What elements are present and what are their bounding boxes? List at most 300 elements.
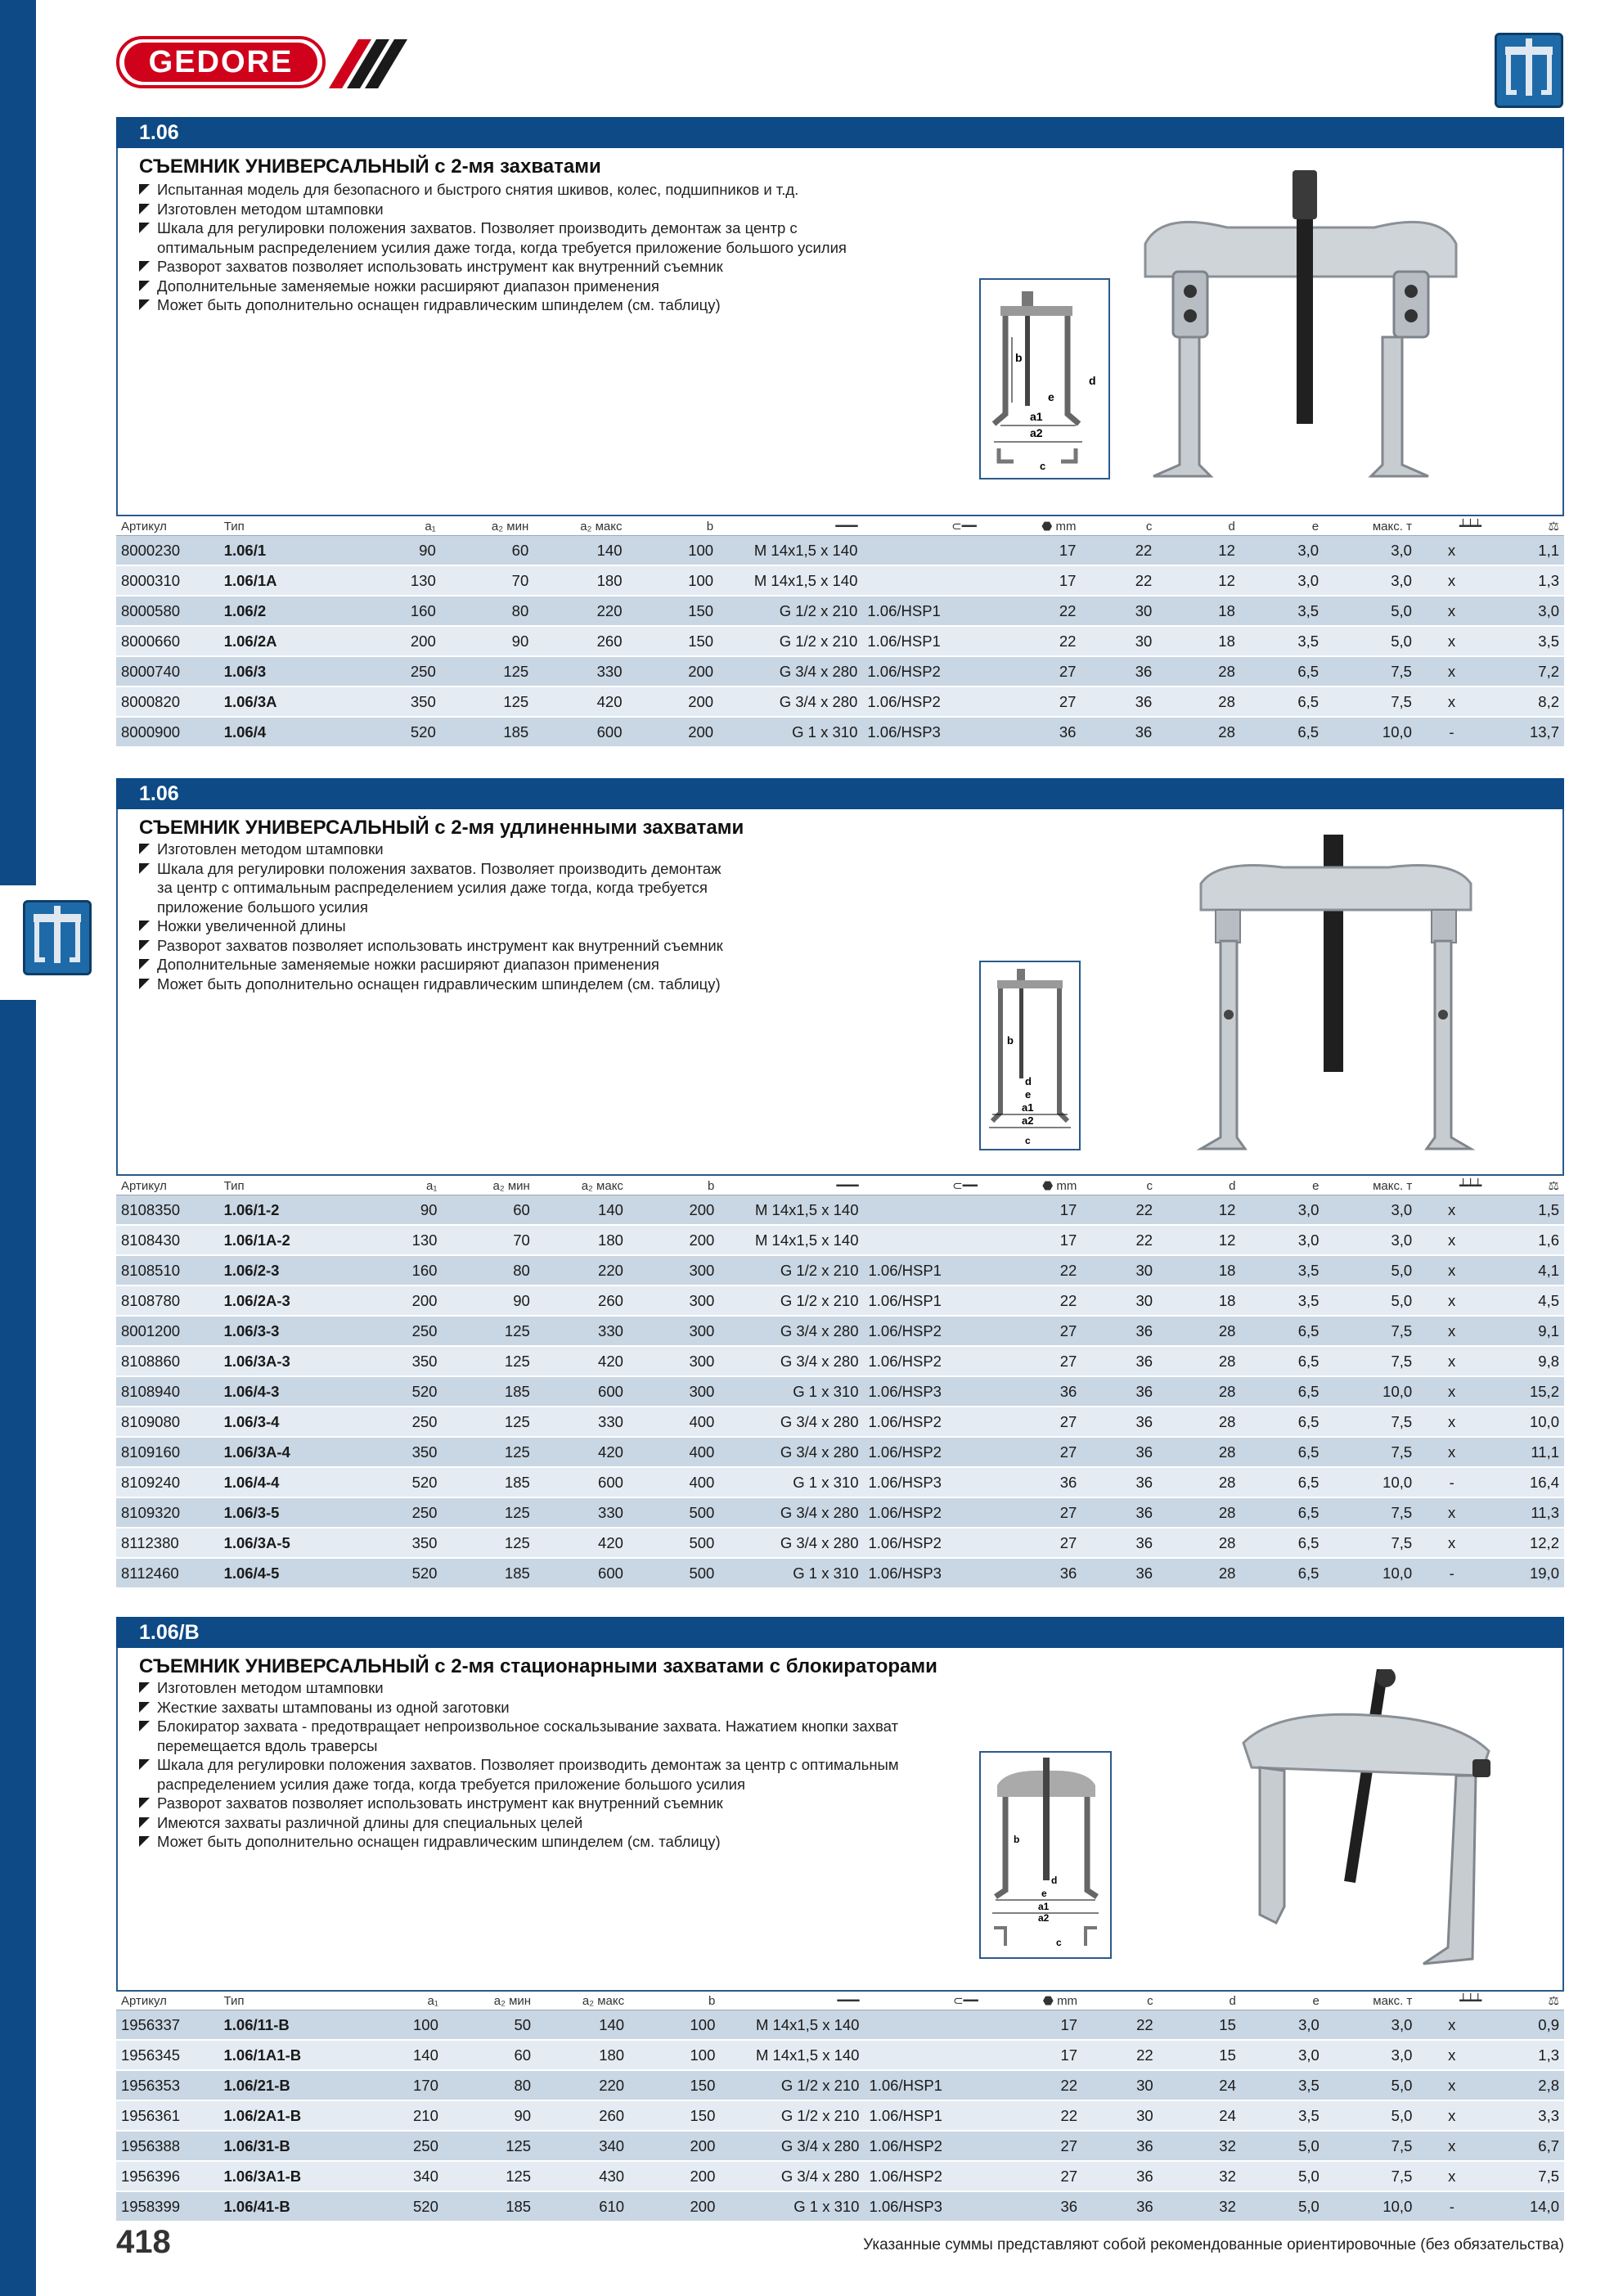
bullet: Испытанная модель для безопасного и быстрого снятия шкивов, колес, подшипников и т.д. bbox=[137, 180, 874, 200]
table-cell: 36 bbox=[1081, 1467, 1158, 1497]
table-cell: 6,5 bbox=[1240, 1467, 1324, 1497]
table-cell: 7,2 bbox=[1486, 656, 1564, 687]
table-cell: 8109080 bbox=[116, 1407, 219, 1437]
table-row bbox=[116, 1467, 1564, 1497]
table-cell: 4,5 bbox=[1486, 1285, 1564, 1316]
table-cell: 1.06/HSP1 bbox=[862, 626, 981, 656]
table-cell: 27 bbox=[983, 2131, 1082, 2161]
table-cell: 15,2 bbox=[1486, 1376, 1564, 1407]
table-row bbox=[116, 1558, 1564, 1588]
col-a2min: a₂ мин bbox=[441, 517, 533, 536]
table-cell: 250 bbox=[351, 1497, 442, 1528]
table-cell: 15 bbox=[1158, 2040, 1241, 2070]
table-cell: 27 bbox=[982, 687, 1081, 717]
bullet: Ножки увеличенной длины bbox=[137, 916, 874, 936]
brand-name: GEDORE bbox=[124, 43, 317, 82]
table-cell: 10,0 bbox=[1324, 1558, 1417, 1588]
bullet: Может быть дополнительно оснащен гидравлическим шпинделем (см. таблицу) bbox=[137, 975, 874, 994]
svg-text:d: d bbox=[1051, 1875, 1058, 1886]
table-cell: 28 bbox=[1157, 687, 1240, 717]
table-cell: 28 bbox=[1158, 1346, 1240, 1376]
table-cell: 1.06/1A bbox=[219, 565, 349, 596]
table-cell: 350 bbox=[349, 687, 441, 717]
section-3-product-photo bbox=[1227, 1669, 1505, 1972]
col-e: e bbox=[1240, 517, 1324, 536]
table-cell: 18 bbox=[1157, 626, 1240, 656]
table-cell: 200 bbox=[628, 1225, 719, 1255]
table-cell bbox=[864, 2010, 982, 2041]
table-cell: 1.06/3A-4 bbox=[219, 1437, 351, 1467]
table-cell: 22 bbox=[982, 1285, 1082, 1316]
table-cell: 8000660 bbox=[116, 626, 219, 656]
table-cell: 185 bbox=[443, 2191, 536, 2222]
svg-text:b: b bbox=[1014, 1834, 1020, 1845]
col-hydraulic-icon: ⊂━━ bbox=[862, 517, 981, 536]
table-cell: 1,3 bbox=[1486, 565, 1564, 596]
table-cell: 5,0 bbox=[1324, 1255, 1417, 1285]
table-cell bbox=[862, 536, 981, 566]
table-cell: M 14x1,5 x 140 bbox=[720, 2010, 864, 2041]
table-cell: 7,5 bbox=[1324, 1346, 1417, 1376]
bullet: Имеются захваты различной длины для специальных целей bbox=[137, 1813, 923, 1833]
bullet: Блокиратор захвата - предотвращает непроизвольное соскальзывание захвата. Нажатием кнопки захват перемещается вдоль траверсы bbox=[137, 1717, 923, 1755]
table-cell: 7,5 bbox=[1324, 2161, 1418, 2191]
section-2-spec-table: Артикул Тип a₁ a₂ мин a₂ макс b ━━━ ⊂━━ ⬣ mm c d e макс. т ┷┷┷ ⚖ 8108350 1.06/1-2 90 60 140 200 M 14x1,5 x 140 17 22 12 3,0 3,0 x 1,5 8108430 1.06/1A-2 130 70 180 200 M 14x1,5 x 140 17 22 12 3,0 3,0 x 1,6 8108510 1.06/2-3 160 80 220 300 G 1/2 x 210 1.06/HSP1 22 30 18 3,5 5,0 x 4,1 8108780 1.06/2A-3 200 90 260 300 G 1/2 x 210 1.06/HSP1 22 30 18 3,5 5,0 x 4,5 8001200 1.06/3-3 250 125 330 300 G 3/4 x 280 1.06/HSP2 27 36 28 6,5 7,5 x 9,1 8108860 1.06/3A-3 350 125 420 300 G 3/4 x 280 1.06/HSP2 27 36 28 6,5 7,5 x 9,8 8108940 1.06/4-3 520 185 600 300 G 1 x 310 1.06/HSP3 36 36 28 6,5 10,0 x 15,2 8109080 1.06/3-4 250 125 330 400 G 3/4 x 280 1.06/HSP2 27 36 28 6,5 7,5 x 10,0 8109160 1.06/3A-4 350 125 420 400 G 3/4 x 280 1.06/HSP2 27 36 28 6,5 7,5 x 11,1 8109240 1.06/4-4 520 185 600 400 G 1 x 310 1.06/HSP3 36 36 28 6,5 10,0 - 16,4 8109320 1.06/3-5 250 125 330 500 G 3/4 x 280 1.06/HSP2 27 36 28 6,5 7,5 x 11,3 8112380 1.06/3A-5 350 125 420 500 G 3/4 x 280 1.06/HSP2 27 36 28 6,5 7,5 x 12,2 8112460 1.06/4-5 520 185 600 500 G 1 x 310 1.06/HSP3 36 36 28 6,5 10,0 - 19,0 bbox=[116, 1177, 1564, 1589]
table-cell: 1.06/3-4 bbox=[219, 1407, 351, 1437]
table-cell: 27 bbox=[982, 1346, 1082, 1376]
table-cell: 340 bbox=[353, 2161, 443, 2191]
col-type: Тип bbox=[219, 517, 349, 536]
table-cell: 300 bbox=[628, 1285, 719, 1316]
table-cell: G 1/2 x 210 bbox=[718, 596, 862, 626]
table-cell: x bbox=[1417, 2040, 1486, 2070]
table-cell: 300 bbox=[628, 1376, 719, 1407]
section-2-dimension-diagram bbox=[979, 961, 1081, 1150]
table-cell: 6,5 bbox=[1240, 1497, 1324, 1528]
table-cell: x bbox=[1417, 2100, 1486, 2131]
table-cell: 28 bbox=[1158, 1467, 1240, 1497]
table-cell: 7,5 bbox=[1486, 2161, 1564, 2191]
table-cell: 600 bbox=[533, 717, 627, 747]
table-cell: 140 bbox=[353, 2040, 443, 2070]
table-cell: 5,0 bbox=[1241, 2161, 1324, 2191]
table-cell: 220 bbox=[535, 1255, 628, 1285]
col-b: b bbox=[627, 517, 719, 536]
table-cell: - bbox=[1417, 1558, 1486, 1588]
table-cell: 4,1 bbox=[1486, 1255, 1564, 1285]
table-cell: 22 bbox=[1081, 1225, 1158, 1255]
table-cell: 6,5 bbox=[1240, 1316, 1324, 1346]
label-a1: a1 bbox=[1030, 410, 1043, 423]
table-cell: 17 bbox=[983, 2010, 1082, 2041]
table-cell: 1958399 bbox=[116, 2191, 218, 2222]
table-cell: 30 bbox=[1081, 626, 1157, 656]
table-cell: 600 bbox=[535, 1376, 628, 1407]
table-cell: 5,0 bbox=[1324, 1285, 1417, 1316]
table-cell: 125 bbox=[441, 687, 533, 717]
table-cell: 7,5 bbox=[1324, 1407, 1417, 1437]
table-cell: 3,0 bbox=[1486, 596, 1564, 626]
table-cell: 8108430 bbox=[116, 1225, 219, 1255]
table-cell: 5,0 bbox=[1324, 596, 1417, 626]
table-cell: 70 bbox=[441, 565, 533, 596]
table-cell: 125 bbox=[443, 2131, 536, 2161]
table-cell: 1.06/2 bbox=[219, 596, 349, 626]
table-cell: 400 bbox=[628, 1437, 719, 1467]
table-cell: 36 bbox=[982, 1467, 1082, 1497]
table-cell: 11,1 bbox=[1486, 1437, 1564, 1467]
table-cell: 12 bbox=[1158, 1195, 1240, 1226]
table-cell: 30 bbox=[1081, 1255, 1158, 1285]
table-cell: 22 bbox=[1081, 1195, 1158, 1226]
table-cell: x bbox=[1417, 2070, 1486, 2100]
table-cell: x bbox=[1417, 1346, 1486, 1376]
col-d: d bbox=[1157, 517, 1240, 536]
table-cell: 60 bbox=[441, 536, 533, 566]
table-cell: 520 bbox=[353, 2191, 443, 2222]
table-cell: 1.06/3-3 bbox=[219, 1316, 351, 1346]
table-cell: 17 bbox=[982, 1225, 1082, 1255]
footer-note: Указанные суммы представляют собой рекомендованные ориентировочные (без обязательства) bbox=[863, 2236, 1564, 2253]
table-cell: 6,5 bbox=[1240, 1376, 1324, 1407]
table-cell: 22 bbox=[1081, 536, 1157, 566]
table-cell: 30 bbox=[1082, 2070, 1158, 2100]
table-cell: 1956337 bbox=[116, 2010, 218, 2041]
table-cell: 3,0 bbox=[1324, 565, 1417, 596]
table-cell: 5,0 bbox=[1241, 2191, 1324, 2222]
table-cell: 80 bbox=[441, 596, 533, 626]
table-cell: 150 bbox=[629, 2070, 720, 2100]
table-cell: 8000740 bbox=[116, 656, 219, 687]
bullet: Разворот захватов позволяет использовать инструмент как внутренний съемник bbox=[137, 1794, 923, 1813]
svg-text:e: e bbox=[1041, 1888, 1047, 1899]
table-cell: 300 bbox=[628, 1346, 719, 1376]
table-cell: 80 bbox=[443, 2070, 536, 2100]
gedore-logo bbox=[116, 36, 326, 88]
table-cell: 36 bbox=[982, 717, 1081, 747]
table-cell: 125 bbox=[441, 656, 533, 687]
table-cell: 400 bbox=[628, 1407, 719, 1437]
table-cell: x bbox=[1417, 1528, 1486, 1558]
table-cell: 125 bbox=[442, 1346, 534, 1376]
table-cell: x bbox=[1417, 2161, 1486, 2191]
table-cell: 60 bbox=[442, 1195, 534, 1226]
table-cell: 100 bbox=[629, 2010, 720, 2041]
table-cell: 90 bbox=[351, 1195, 442, 1226]
table-cell: G 3/4 x 280 bbox=[719, 1497, 863, 1528]
table-cell: 18 bbox=[1158, 1255, 1240, 1285]
col-a2max: a₂ макс bbox=[533, 517, 627, 536]
table-row bbox=[116, 1285, 1564, 1316]
section-1-title: СЪЕМНИК УНИВЕРСАЛЬНЫЙ с 2-мя захватами bbox=[139, 155, 601, 178]
table-cell: 36 bbox=[1082, 2131, 1158, 2161]
table-cell: 36 bbox=[1081, 1316, 1158, 1346]
col-a1: a₁ bbox=[349, 517, 441, 536]
table-cell: 3,0 bbox=[1240, 1225, 1324, 1255]
table-cell: 17 bbox=[982, 536, 1081, 566]
table-cell: G 1 x 310 bbox=[719, 1467, 863, 1497]
table-cell: 1956388 bbox=[116, 2131, 218, 2161]
table-cell: 1.06/HSP1 bbox=[864, 2070, 982, 2100]
table-cell: 12,2 bbox=[1486, 1528, 1564, 1558]
table-cell: 3,0 bbox=[1240, 536, 1324, 566]
table-cell: M 14x1,5 x 140 bbox=[718, 536, 862, 566]
table-cell: 1.06/HSP3 bbox=[864, 1558, 982, 1588]
table-cell: 1.06/HSP2 bbox=[864, 1437, 982, 1467]
section-2-title: СЪЕМНИК УНИВЕРСАЛЬНЫЙ с 2-мя удлиненными захватами bbox=[139, 817, 744, 839]
table-cell: 8112460 bbox=[116, 1558, 219, 1588]
table-cell: 3,5 bbox=[1240, 596, 1324, 626]
logo-slashes-icon bbox=[329, 39, 411, 88]
table-cell: 330 bbox=[535, 1407, 628, 1437]
table-cell: 140 bbox=[533, 536, 627, 566]
table-row bbox=[116, 1407, 1564, 1437]
table-cell: 28 bbox=[1158, 1376, 1240, 1407]
table-cell: 1956361 bbox=[116, 2100, 218, 2131]
table-cell: 1.06/HSP1 bbox=[862, 596, 981, 626]
table-row bbox=[116, 596, 1564, 626]
table-cell: 8000580 bbox=[116, 596, 219, 626]
table-cell: 6,5 bbox=[1240, 1407, 1324, 1437]
table-cell: 90 bbox=[349, 536, 441, 566]
table-cell: 10,0 bbox=[1324, 1376, 1417, 1407]
table-cell: 1,1 bbox=[1486, 536, 1564, 566]
table-cell: x bbox=[1417, 687, 1486, 717]
table-cell: G 1/2 x 210 bbox=[720, 2070, 864, 2100]
section-2-product-photo bbox=[1185, 835, 1487, 1165]
table-row bbox=[116, 626, 1564, 656]
section-2-bullets bbox=[137, 840, 874, 993]
table-row bbox=[116, 717, 1564, 747]
table-cell: 36 bbox=[1081, 1558, 1158, 1588]
svg-text:a1: a1 bbox=[1038, 1901, 1050, 1912]
table-cell: 3,3 bbox=[1486, 2100, 1564, 2131]
table-cell: 250 bbox=[353, 2131, 443, 2161]
table-cell: 420 bbox=[535, 1528, 628, 1558]
table-cell: 3,5 bbox=[1240, 1255, 1324, 1285]
side-tab-bottom bbox=[0, 1000, 36, 2296]
table-cell: 22 bbox=[983, 2100, 1082, 2131]
table-cell: 185 bbox=[442, 1558, 534, 1588]
table-cell: 2,8 bbox=[1486, 2070, 1564, 2100]
table-cell: 125 bbox=[442, 1316, 534, 1346]
table-cell: 200 bbox=[627, 717, 719, 747]
table-cell: 30 bbox=[1081, 596, 1157, 626]
table-cell: 22 bbox=[982, 626, 1081, 656]
svg-text:a2: a2 bbox=[1038, 1912, 1050, 1924]
table-cell: G 3/4 x 280 bbox=[718, 687, 862, 717]
table-cell: 3,0 bbox=[1324, 536, 1417, 566]
table-cell: 1.06/3-5 bbox=[219, 1497, 351, 1528]
table-cell: 8000310 bbox=[116, 565, 219, 596]
table-cell: 1,5 bbox=[1486, 1195, 1564, 1226]
table-cell: 520 bbox=[351, 1558, 442, 1588]
table-cell: x bbox=[1417, 1225, 1486, 1255]
table-cell: 350 bbox=[351, 1437, 442, 1467]
table-cell: 330 bbox=[533, 656, 627, 687]
table-cell: 36 bbox=[1081, 1407, 1158, 1437]
col-scale-icon: ┷┷┷ bbox=[1417, 1992, 1486, 2010]
table-cell: 6,7 bbox=[1486, 2131, 1564, 2161]
table-cell: 520 bbox=[349, 717, 441, 747]
col-article: Артикул bbox=[116, 517, 219, 536]
bullet: Может быть дополнительно оснащен гидравлическим шпинделем (см. таблицу) bbox=[137, 1832, 923, 1852]
table-cell: 22 bbox=[982, 596, 1081, 626]
table-cell: 1.06/HSP1 bbox=[864, 1255, 982, 1285]
table-cell: 500 bbox=[628, 1558, 719, 1588]
table-cell: 125 bbox=[442, 1497, 534, 1528]
bullet: Может быть дополнительно оснащен гидравлическим шпинделем (см. таблицу) bbox=[137, 295, 874, 315]
table-cell: 36 bbox=[982, 1376, 1082, 1407]
table-cell: - bbox=[1417, 1467, 1486, 1497]
table-cell: 520 bbox=[351, 1376, 442, 1407]
col-hydraulic-icon: ⊂━━ bbox=[864, 1177, 982, 1195]
table-cell: 1.06/2A1-B bbox=[218, 2100, 352, 2131]
table-cell: 140 bbox=[536, 2010, 629, 2041]
svg-text:d: d bbox=[1025, 1075, 1032, 1087]
table-cell: 1.06/HSP2 bbox=[864, 1497, 982, 1528]
table-cell: 500 bbox=[628, 1497, 719, 1528]
table-cell bbox=[862, 565, 981, 596]
table-cell: x bbox=[1417, 656, 1486, 687]
table-cell: 7,5 bbox=[1324, 656, 1417, 687]
table-cell: 3,0 bbox=[1240, 1195, 1324, 1226]
table-row bbox=[116, 656, 1564, 687]
table-cell: 6,5 bbox=[1240, 1437, 1324, 1467]
table-cell: 210 bbox=[353, 2100, 443, 2131]
table-cell: 14,0 bbox=[1486, 2191, 1564, 2222]
table-cell: 1.06/3A1-B bbox=[218, 2161, 352, 2191]
table-cell: 1,6 bbox=[1486, 1225, 1564, 1255]
bullet: Изготовлен методом штамповки bbox=[137, 200, 874, 219]
table-cell: 7,5 bbox=[1324, 1437, 1417, 1467]
table-cell: x bbox=[1417, 1285, 1486, 1316]
table-row bbox=[116, 1316, 1564, 1346]
table-cell: G 1/2 x 210 bbox=[718, 626, 862, 656]
table-cell: G 3/4 x 280 bbox=[719, 1528, 863, 1558]
label-d: d bbox=[1089, 374, 1096, 387]
table-cell: 3,0 bbox=[1324, 2010, 1418, 2041]
svg-text:a2: a2 bbox=[1022, 1114, 1034, 1127]
table-cell: 36 bbox=[1081, 1528, 1158, 1558]
table-cell: 36 bbox=[1081, 1346, 1158, 1376]
bullet: Жесткие захваты штампованы из одной заготовки bbox=[137, 1698, 923, 1717]
table-cell: 6,5 bbox=[1240, 717, 1324, 747]
table-row bbox=[116, 2161, 1564, 2191]
table-cell: 3,5 bbox=[1241, 2100, 1324, 2131]
table-cell: G 1/2 x 210 bbox=[719, 1285, 863, 1316]
table-cell: 150 bbox=[627, 626, 719, 656]
table-cell: 36 bbox=[1082, 2191, 1158, 2222]
table-cell: 10,0 bbox=[1486, 1407, 1564, 1437]
table-cell: 610 bbox=[536, 2191, 629, 2222]
side-puller-icon bbox=[23, 900, 92, 975]
table-cell: 1.06/HSP3 bbox=[862, 717, 981, 747]
table-cell: 400 bbox=[628, 1467, 719, 1497]
col-mm: ⬣ mm bbox=[982, 517, 1081, 536]
table-cell: 420 bbox=[535, 1346, 628, 1376]
table-row bbox=[116, 2040, 1564, 2070]
table-cell: 500 bbox=[628, 1528, 719, 1558]
table-cell: G 3/4 x 280 bbox=[719, 1316, 863, 1346]
table-cell: 22 bbox=[982, 1255, 1082, 1285]
table-row bbox=[116, 687, 1564, 717]
table-row bbox=[116, 2070, 1564, 2100]
table-cell: 36 bbox=[1081, 1376, 1158, 1407]
table-cell: 330 bbox=[535, 1316, 628, 1346]
table-cell: 160 bbox=[349, 596, 441, 626]
table-cell: 28 bbox=[1157, 717, 1240, 747]
table-row bbox=[116, 2010, 1564, 2041]
table-cell: x bbox=[1417, 565, 1486, 596]
table-cell: G 3/4 x 280 bbox=[718, 656, 862, 687]
svg-text:c: c bbox=[1025, 1135, 1031, 1146]
col-weight-icon: ⚖ bbox=[1486, 1992, 1564, 2010]
table-cell: 200 bbox=[627, 687, 719, 717]
table-cell: 36 bbox=[983, 2191, 1082, 2222]
table-cell: 24 bbox=[1158, 2100, 1241, 2131]
table-cell: 260 bbox=[535, 1285, 628, 1316]
table-cell: 300 bbox=[628, 1255, 719, 1285]
table-cell: 0,9 bbox=[1486, 2010, 1564, 2041]
table-cell: 17 bbox=[983, 2040, 1082, 2070]
table-cell: 1.06/2-3 bbox=[219, 1255, 351, 1285]
table-cell: 150 bbox=[627, 596, 719, 626]
table-cell: x bbox=[1417, 1376, 1486, 1407]
table-cell: 30 bbox=[1082, 2100, 1158, 2131]
col-spindle-icon: ━━━ bbox=[719, 1177, 863, 1195]
table-cell: 10,0 bbox=[1324, 2191, 1418, 2222]
table-cell: 3,0 bbox=[1324, 2040, 1418, 2070]
table-cell: 1.06/2A bbox=[219, 626, 349, 656]
table-cell: 28 bbox=[1158, 1437, 1240, 1467]
table-cell: 3,0 bbox=[1240, 565, 1324, 596]
col-scale-icon: ┷┷┷ bbox=[1417, 1177, 1486, 1195]
table-row bbox=[116, 2100, 1564, 2131]
table-cell: x bbox=[1417, 536, 1486, 566]
table-cell: 22 bbox=[983, 2070, 1082, 2100]
table-cell: 160 bbox=[351, 1255, 442, 1285]
table-cell: x bbox=[1417, 1497, 1486, 1528]
section-1-dimension-diagram bbox=[979, 278, 1110, 479]
table-cell: 600 bbox=[535, 1467, 628, 1497]
table-cell: 3,5 bbox=[1486, 626, 1564, 656]
col-c: c bbox=[1081, 517, 1157, 536]
table-cell: 22 bbox=[1082, 2010, 1158, 2041]
table-cell: 50 bbox=[443, 2010, 536, 2041]
table-cell: 8000230 bbox=[116, 536, 219, 566]
svg-text:a1: a1 bbox=[1022, 1101, 1034, 1114]
table-cell: 8001200 bbox=[116, 1316, 219, 1346]
table-cell: 7,5 bbox=[1324, 2131, 1418, 2161]
table-cell: 1.06/HSP2 bbox=[864, 1407, 982, 1437]
table-cell: 1.06/HSP3 bbox=[864, 1376, 982, 1407]
table-cell: 100 bbox=[353, 2010, 443, 2041]
table-cell: 1.06/4-4 bbox=[219, 1467, 351, 1497]
table-cell: 8108860 bbox=[116, 1346, 219, 1376]
table-cell: 7,5 bbox=[1324, 1316, 1417, 1346]
table-cell: 200 bbox=[349, 626, 441, 656]
table-cell: 140 bbox=[535, 1195, 628, 1226]
table-cell: 5,0 bbox=[1324, 626, 1417, 656]
table-cell: 1.06/11-B bbox=[218, 2010, 352, 2041]
table-cell: G 1 x 310 bbox=[719, 1376, 863, 1407]
label-a2: a2 bbox=[1030, 426, 1043, 439]
bullet: Шкала для регулировки положения захватов. Позволяет производить демонтаж за центр с оптимальным распределением усилия даже тогда, когда требуется приложение большого усилия bbox=[137, 218, 874, 257]
table-cell: 6,5 bbox=[1240, 1558, 1324, 1588]
table-cell: 125 bbox=[442, 1437, 534, 1467]
table-cell: 185 bbox=[441, 717, 533, 747]
